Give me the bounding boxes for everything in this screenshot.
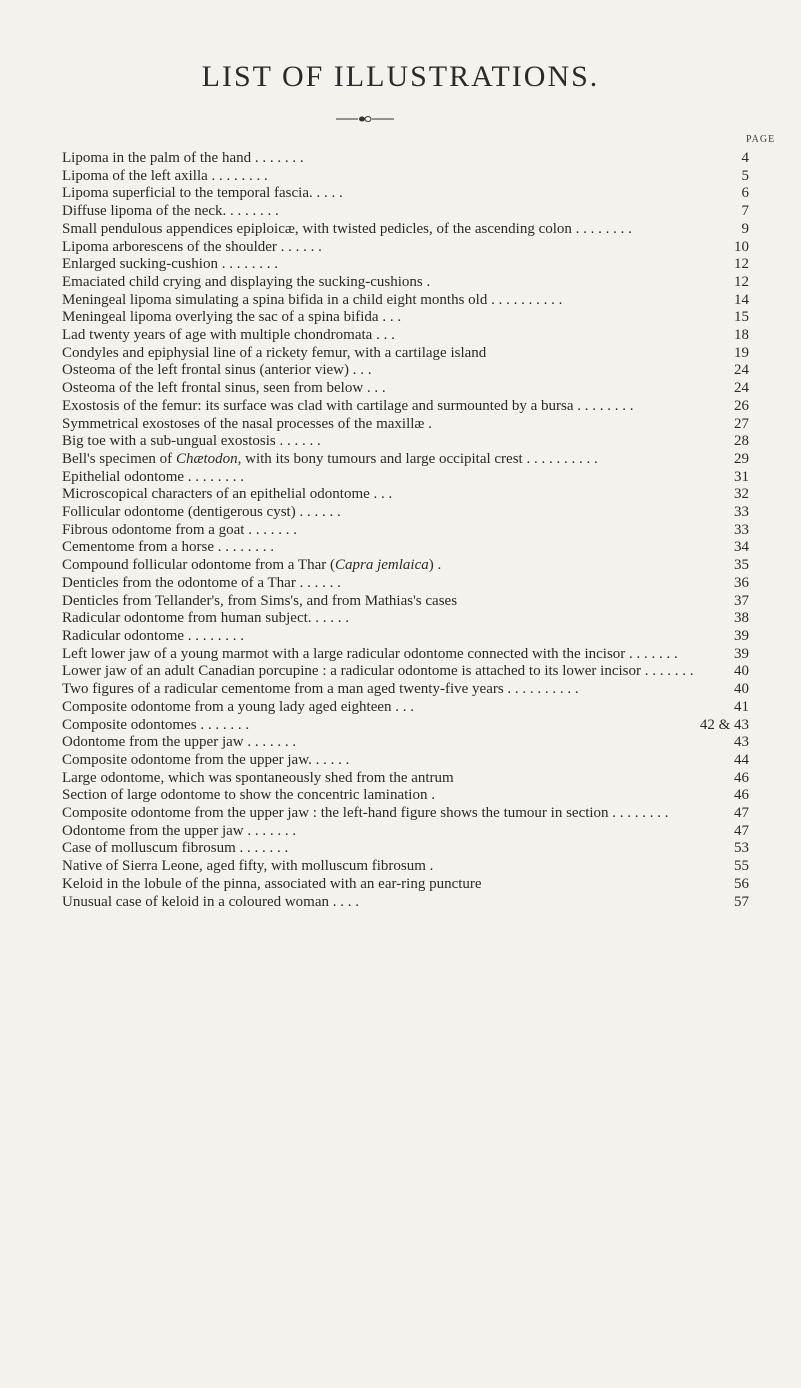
page-number: 12 — [734, 273, 749, 290]
list-item — [0, 894, 801, 912]
list-item — [0, 646, 801, 664]
list-item — [0, 168, 801, 186]
entry-title: Composite odontome from the upper jaw : the left-hand figure shows the tumour in section . . . . . . . . — [62, 805, 669, 822]
page-number: 40 — [734, 681, 749, 698]
entry-title-italic: Capra jemlaica — [335, 557, 429, 574]
page-number: 9 — [741, 220, 749, 237]
list-item — [0, 256, 801, 274]
entry-title — [62, 557, 717, 575]
page-number: 53 — [734, 840, 749, 857]
entry-title: Case of molluscum fibrosum . . . . . . . — [62, 840, 289, 857]
list-item — [0, 362, 801, 380]
page-number: 31 — [734, 468, 749, 485]
list-item — [0, 575, 801, 593]
page-number: 6 — [741, 185, 749, 202]
page-number: 47 — [734, 822, 749, 839]
page-number: 41 — [734, 698, 749, 715]
list-item — [0, 203, 801, 221]
entry-title: Composite odontome from the upper jaw. . . . . . — [62, 751, 350, 768]
list-item — [0, 292, 801, 310]
list-item — [0, 858, 801, 876]
page-number: 47 — [734, 805, 749, 822]
list-item — [0, 221, 801, 239]
entry-title: Meningeal lipoma simulating a spina bifida in a child eight months old . . . . . . . . . . — [62, 291, 563, 308]
entry-title: Follicular odontome (dentigerous cyst) . . . . . . — [62, 504, 341, 521]
entry-title: Cementome from a horse . . . . . . . . — [62, 539, 275, 556]
entry-title: Composite odontome from a young lady aged eighteen . . . — [62, 698, 415, 715]
page-number: 38 — [734, 610, 749, 627]
page-number: 7 — [741, 203, 749, 220]
entry-title-italic: Chætodon — [175, 450, 238, 467]
entry-title: Odontome from the upper jaw . . . . . . . — [62, 822, 297, 839]
entry-title-part: Bell's specimen of — [62, 450, 176, 467]
page-number: 4 — [741, 150, 749, 166]
list-item — [0, 628, 801, 646]
ornament-rule — [336, 115, 394, 123]
list-item — [0, 433, 801, 451]
list-item — [0, 823, 801, 841]
page-number: 33 — [734, 504, 749, 521]
entry-title: Odontome from the upper jaw . . . . . . . — [62, 734, 297, 751]
entry-title: Denticles from the odontome of a Thar . . . . . . — [62, 574, 341, 591]
page-number: 34 — [734, 539, 749, 556]
entry-title: Denticles from Tellander's, from Sims's, and from Mathias's cases — [62, 592, 458, 609]
page-number: 46 — [734, 787, 749, 804]
page-number: 40 — [734, 663, 749, 680]
list-item — [0, 681, 801, 699]
entry-title: Diffuse lipoma of the neck. . . . . . . . — [62, 203, 279, 220]
entry-title — [62, 451, 717, 469]
entry-title: Left lower jaw of a young marmot with a large radicular odontome connected with the incisor . . . . . . . — [62, 645, 678, 662]
entry-title: Unusual case of keloid in a coloured woman . . . . — [62, 893, 360, 910]
list-item — [0, 239, 801, 257]
page-number: 56 — [734, 875, 749, 892]
page-number: 55 — [734, 858, 749, 875]
entry-title: Large odontome, which was spontaneously shed from the antrum — [62, 769, 454, 786]
page-number: 5 — [741, 167, 749, 184]
list-item — [0, 522, 801, 540]
entry-title: Lipoma superficial to the temporal fascia. . . . . — [62, 185, 343, 202]
page-column-header: PAGE — [746, 134, 776, 145]
list-item — [0, 345, 801, 363]
list-item — [0, 469, 801, 487]
entry-title: Native of Sierra Leone, aged fifty, with molluscum fibrosum . — [62, 858, 434, 875]
page-number: 29 — [734, 450, 749, 467]
list-item — [0, 309, 801, 327]
page-number: 24 — [734, 362, 749, 379]
entry-title-part: Compound follicular odontome from a Thar ( — [62, 557, 335, 574]
list-item — [0, 752, 801, 770]
entry-title: Lipoma in the palm of the hand . . . . . . . — [62, 150, 304, 166]
entry-title: Section of large odontome to show the concentric lamination . — [62, 787, 435, 804]
list-item — [0, 663, 801, 681]
list-item — [0, 504, 801, 522]
entry-title: Osteoma of the left frontal sinus (anterior view) . . . — [62, 362, 372, 379]
list-item — [0, 717, 801, 735]
page-number: 14 — [734, 291, 749, 308]
list-item — [0, 150, 801, 168]
page-number: 39 — [734, 645, 749, 662]
page-number: 26 — [734, 397, 749, 414]
entry-title: Lipoma of the left axilla . . . . . . . . — [62, 167, 268, 184]
page-number: 42 & 43 — [699, 716, 749, 733]
entry-title: Two figures of a radicular cementome from a man aged twenty-five years . . . . . . . . . . — [62, 681, 579, 698]
page-number: 33 — [734, 521, 749, 538]
entry-title: Radicular odontome from human subject. . . . . . — [62, 610, 350, 627]
entry-title: Condyles and epiphysial line of a rickety femur, with a cartilage island — [62, 344, 487, 361]
entry-title: Lipoma arborescens of the shoulder . . . . . . — [62, 238, 322, 255]
list-item — [0, 840, 801, 858]
page-number: 15 — [734, 309, 749, 326]
list-item — [0, 787, 801, 805]
entry-title: Radicular odontome . . . . . . . . — [62, 627, 245, 644]
entry-title: Enlarged sucking-cushion . . . . . . . . — [62, 256, 278, 273]
list-item — [0, 327, 801, 345]
entry-title: Osteoma of the left frontal sinus, seen from below . . . — [62, 380, 386, 397]
entry-title: Keloid in the lobule of the pinna, associated with an ear-ring puncture — [62, 875, 482, 892]
entry-title-part: , with its bony tumours and large occipital crest . . . . . . . . . . — [237, 450, 598, 467]
list-item — [0, 398, 801, 416]
list-item — [0, 416, 801, 434]
page-number: 36 — [734, 574, 749, 591]
list-item — [0, 380, 801, 398]
entry-title: Microscopical characters of an epithelial odontome . . . — [62, 486, 393, 503]
illustrations-list — [0, 150, 801, 911]
list-item — [0, 876, 801, 894]
page-number: 43 — [734, 734, 749, 751]
list-item — [0, 185, 801, 203]
page-number: 12 — [734, 256, 749, 273]
list-item — [0, 593, 801, 611]
page-number: 35 — [734, 557, 749, 574]
page-number: 27 — [734, 415, 749, 432]
page-number: 10 — [734, 238, 749, 255]
page-title: LIST OF ILLUSTRATIONS. — [201, 60, 600, 93]
entry-title: Small pendulous appendices epiploicæ, with twisted pedicles, of the ascending colon . . . . . . . . — [62, 220, 632, 237]
page-number: 24 — [734, 380, 749, 397]
entry-title: Exostosis of the femur: its surface was clad with cartilage and surmounted by a bursa . . . . . . . . — [62, 397, 634, 414]
entry-title: Symmetrical exostoses of the nasal processes of the maxillæ . — [62, 415, 432, 432]
entry-title: Emaciated child crying and displaying the sucking-cushions . — [62, 273, 431, 290]
page-number: 18 — [734, 327, 749, 344]
entry-title: Big toe with a sub-ungual exostosis . . . . . . — [62, 433, 321, 450]
list-item — [0, 539, 801, 557]
list-item — [0, 610, 801, 628]
page-number: 44 — [734, 751, 749, 768]
list-item — [0, 274, 801, 292]
entry-title: Meningeal lipoma overlying the sac of a spina bifida . . . — [62, 309, 402, 326]
page-number: 39 — [734, 627, 749, 644]
entry-title-part: ) . — [428, 557, 442, 574]
page-number: 57 — [734, 893, 749, 910]
list-item — [0, 699, 801, 717]
page-number: 46 — [734, 769, 749, 786]
entry-title: Composite odontomes . . . . . . . — [62, 716, 250, 733]
entry-title: Lower jaw of an adult Canadian porcupine : a radicular odontome is attached to its lower incisor . . . . . . . — [62, 663, 694, 680]
list-item — [0, 557, 801, 575]
page-number: 32 — [734, 486, 749, 503]
list-item — [0, 770, 801, 788]
list-item — [0, 734, 801, 752]
list-item — [0, 486, 801, 504]
entry-title: Lad twenty years of age with multiple chondromata . . . — [62, 327, 395, 344]
entry-title: Fibrous odontome from a goat . . . . . . . — [62, 521, 297, 538]
entry-title: Epithelial odontome . . . . . . . . — [62, 468, 245, 485]
page-number: 28 — [734, 433, 749, 450]
list-item — [0, 805, 801, 823]
page-number: 19 — [734, 344, 749, 361]
page-number: 37 — [734, 592, 749, 609]
list-item — [0, 451, 801, 469]
